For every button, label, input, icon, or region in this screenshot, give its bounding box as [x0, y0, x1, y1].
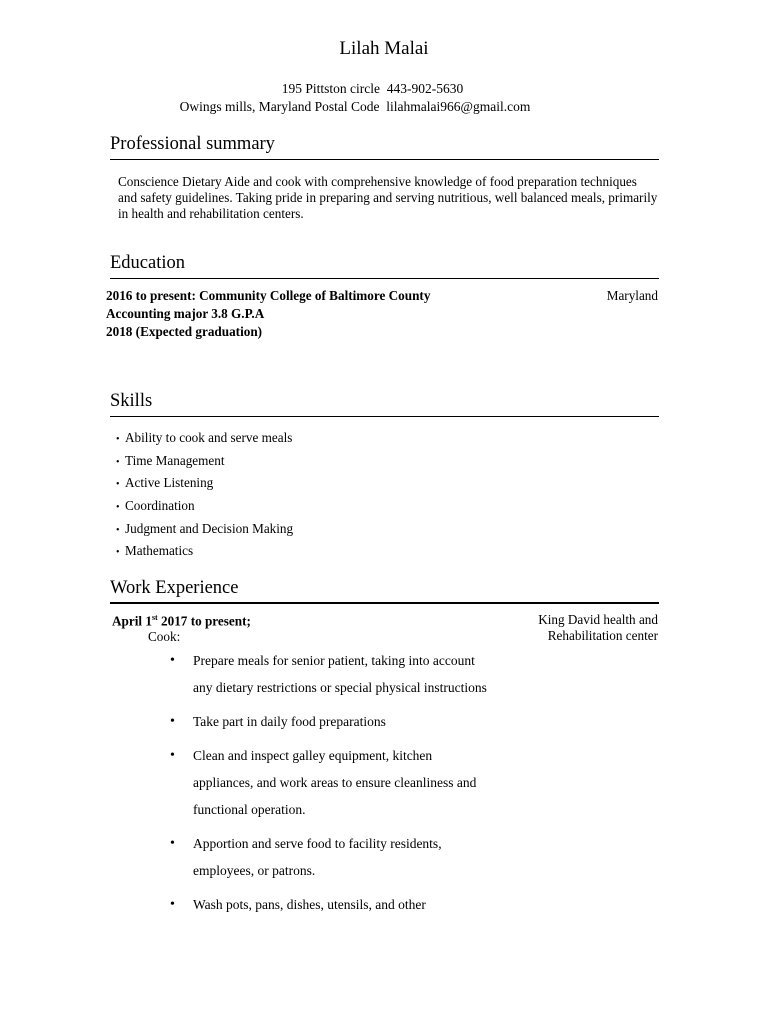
list-item: • Wash pots, pans, dishes, utensils, and other	[170, 891, 490, 918]
work-divider	[110, 602, 659, 604]
list-item: • Prepare meals for senior patient, taking into account any dietary restrictions or special physical instructions	[170, 647, 490, 701]
bullet-icon: •	[116, 547, 120, 559]
list-item: • Coordination	[116, 496, 293, 519]
bullet-icon: •	[116, 502, 120, 514]
list-item: • Apportion and serve food to facility residents, employees, or patrons.	[170, 830, 490, 884]
summary-heading: Professional summary	[110, 134, 275, 154]
address-line-2: Owings mills, Maryland Postal Code lilahmalai966@gmail.com	[179, 99, 531, 114]
education-heading: Education	[110, 253, 186, 273]
bullet-icon: •	[116, 524, 120, 536]
education-line-1: 2016 to present: Community College of Baltimore County	[106, 288, 431, 303]
list-item: • Time Management	[116, 451, 293, 474]
bullet-icon: •	[116, 456, 120, 468]
education-divider	[110, 278, 659, 279]
education-line-3: 2018 (Expected graduation)	[106, 324, 263, 339]
list-item: • Ability to cook and serve meals	[116, 428, 293, 451]
list-item: • Mathematics	[116, 541, 293, 564]
list-item: • Clean and inspect galley equipment, kitchen appliances, and work areas to ensure cleanliness and functional operation.	[170, 742, 490, 823]
job-date: April 1st 2017 to present;	[112, 613, 251, 629]
job-role: Cook:	[148, 629, 181, 644]
address-line-1: 195 Pittston circle 443-902-5630	[281, 81, 464, 96]
bullet-icon: •	[116, 479, 120, 491]
list-item: • Take part in daily food preparations	[170, 708, 490, 735]
education-line-2: Accounting major 3.8 G.P.A	[106, 306, 265, 321]
skills-heading: Skills	[110, 391, 153, 411]
summary-text: Conscience Dietary Aide and cook with comprehensive knowledge of food preparation techniques and safety guidelines. Taking pride in preparing and serving nutritious, well balanced meals, primarily in health and rehabilitation centers.	[118, 174, 658, 221]
education-location: Maryland	[606, 288, 658, 303]
resume-name: Lilah Malai	[339, 38, 429, 59]
summary-divider	[110, 159, 659, 160]
work-heading: Work Experience	[110, 578, 239, 598]
duties-list	[170, 647, 490, 925]
skills-divider	[110, 416, 659, 417]
skills-list	[116, 428, 293, 564]
job-employer: King David health and Rehabilitation center	[538, 612, 658, 643]
list-item: • Active Listening	[116, 473, 293, 496]
bullet-icon: •	[116, 434, 120, 445]
list-item: • Judgment and Decision Making	[116, 519, 293, 542]
